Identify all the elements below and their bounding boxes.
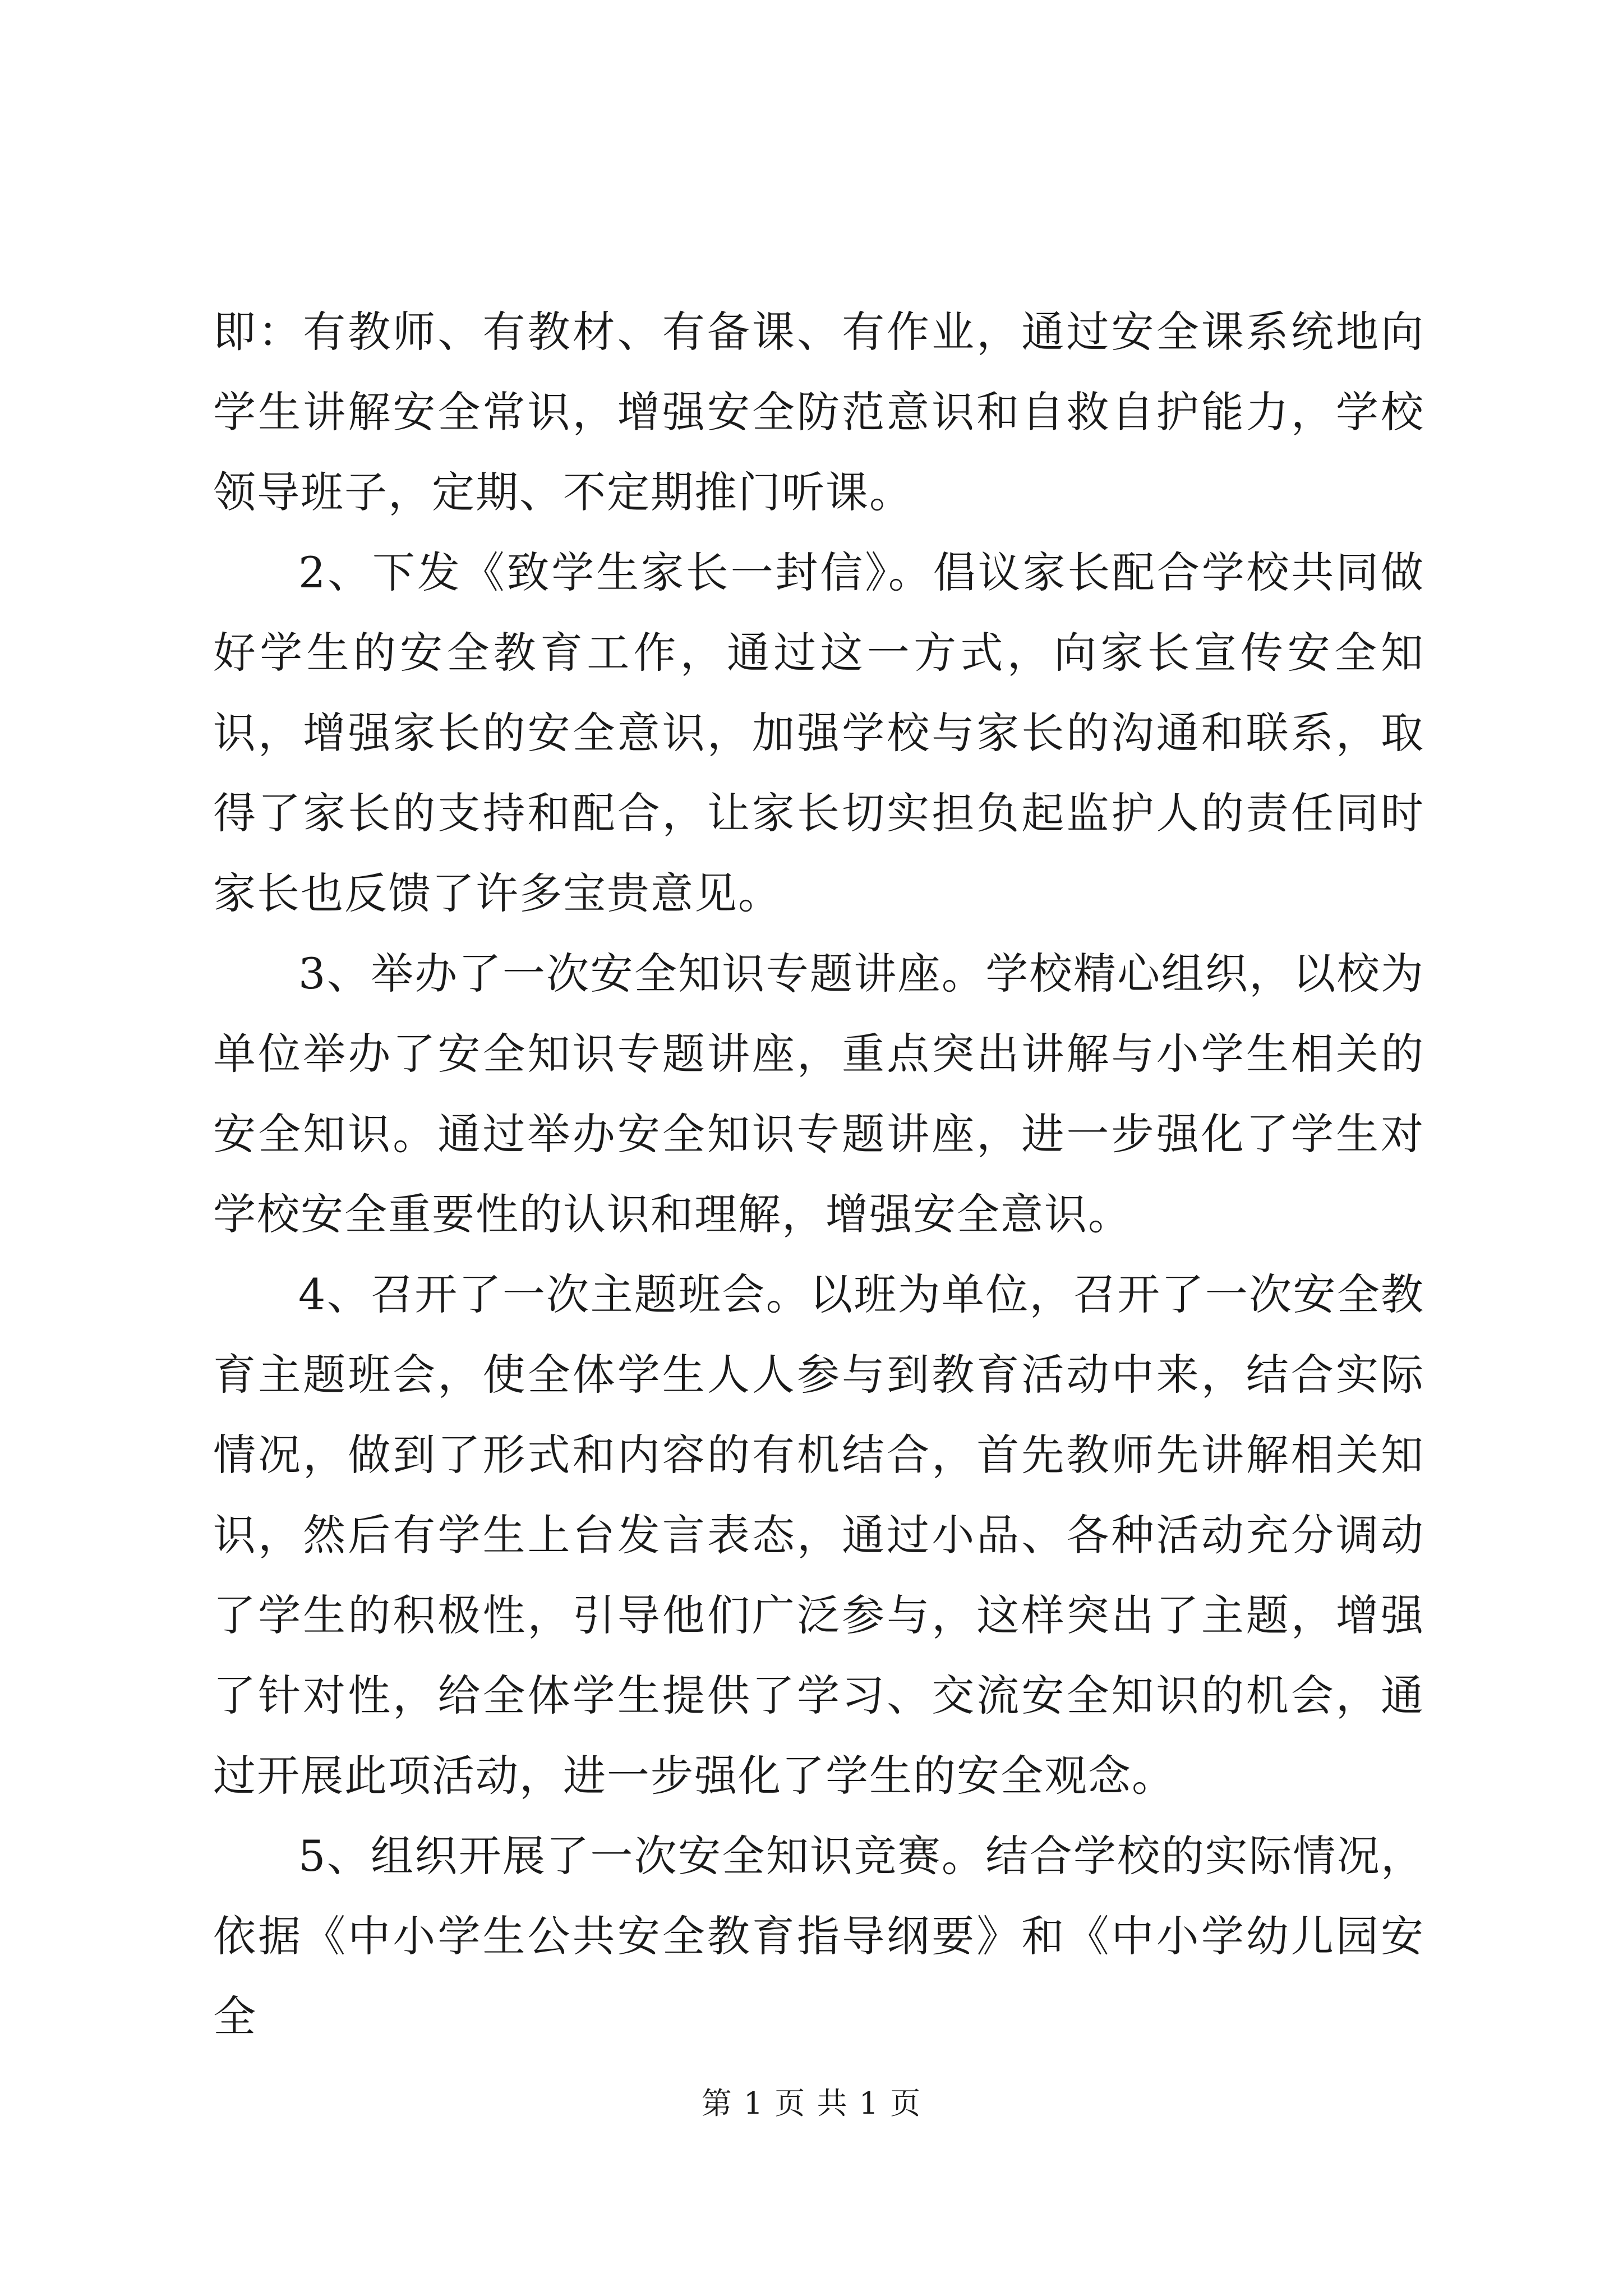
paragraph-item-3: 3、举办了一次安全知识专题讲座。学校精心组织，以校为单位举办了安全知识专题讲座，重点突出讲解与小学生相关的安全知识。通过举办安全知识专题讲座，进一步强化了学生对学校安全重要性的认识和理解，增强安全意识。: [213, 949, 1424, 1239]
page-footer: 第 1 页 共 1 页: [701, 2086, 922, 2121]
paragraph-item-5: 5、组织开展了一次安全知识竞赛。结合学校的实际情况，依据《中小学生公共安全教育指导纲要》和《中小学幼儿园安全: [213, 1831, 1424, 2041]
paragraph-item-4: 4、召开了一次主题班会。以班为单位，召开了一次安全教育主题班会，使全体学生人人参与到教育活动中来，结合实际情况，做到了形式和内容的有机结合，首先教师先讲解相关知识，然后有学生上台发言表态，通过小品、各种活动充分调动了学生的积极性，引导他们广泛参与，这样突出了主题，增强了针对性，给全体学生提供了学习、交流安全知识的机会，通过开展此项活动，进一步强化了学生的安全观念。: [213, 1269, 1424, 1801]
paragraph-continuation: 即：有教师、有教材、有备课、有作业，通过安全课系统地向学生讲解安全常识，增强安全防范意识和自救自护能力，学校领导班子，定期、不定期推门听课。: [213, 307, 1424, 517]
paragraph-item-2: 2、下发《致学生家长一封信》。倡议家长配合学校共同做好学生的安全教育工作，通过这一方式，向家长宣传安全知识，增强家长的安全意识，加强学校与家长的沟通和联系，取得了家长的支持和配合，让家长切实担负起监护人的责任同时家长也反馈了许多宝贵意见。: [213, 547, 1424, 918]
document-body: [213, 292, 1424, 2056]
